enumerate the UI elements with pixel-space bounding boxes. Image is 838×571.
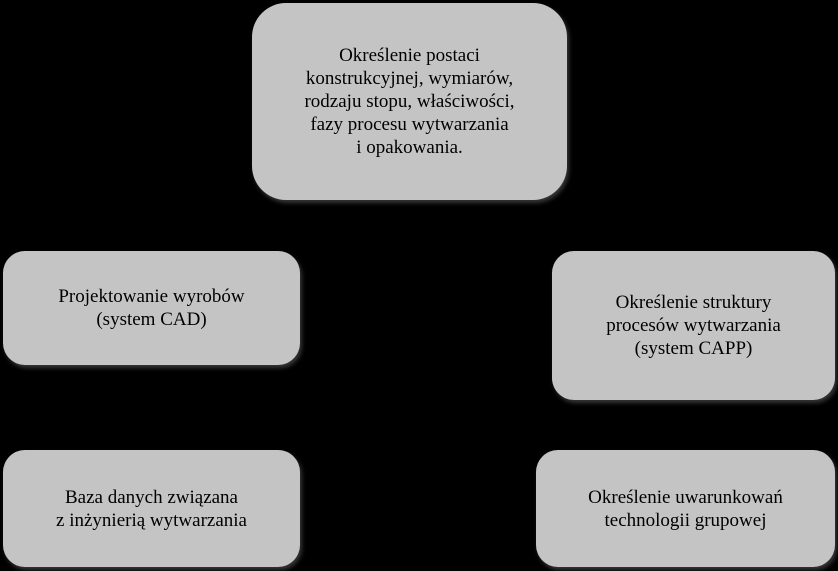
- node-group-technology: [536, 450, 835, 567]
- node-text-line: Określenie struktury: [615, 292, 772, 313]
- node-engineering-database: [3, 450, 300, 567]
- node-text-line: procesów wytwarzania: [606, 315, 781, 336]
- node-text-line: (system CAPP): [634, 338, 753, 359]
- node-text-line: (system CAD): [96, 309, 207, 330]
- node-text-line: fazy procesu wytwarzania: [310, 114, 509, 135]
- node-text-line: Projektowanie wyrobów: [58, 286, 245, 307]
- node-product-definition: [252, 3, 567, 200]
- node-text-line: konstrukcyjnej, wymiarów,: [305, 68, 514, 89]
- node-text-line: rodzaju stopu, właściwości,: [304, 91, 515, 112]
- node-text-line: z inżynierią wytwarzania: [56, 509, 247, 531]
- node-text-line: technologii grupowej: [604, 509, 767, 531]
- node-text-line: Określenie uwarunkowań: [588, 486, 783, 508]
- node-text-line: Określenie postaci: [339, 45, 480, 66]
- node-text-line: Baza danych związana: [64, 486, 238, 508]
- node-cad-design: [3, 251, 300, 365]
- node-text-line: i opakowania.: [356, 137, 463, 158]
- node-capp-process-structure: [552, 251, 835, 400]
